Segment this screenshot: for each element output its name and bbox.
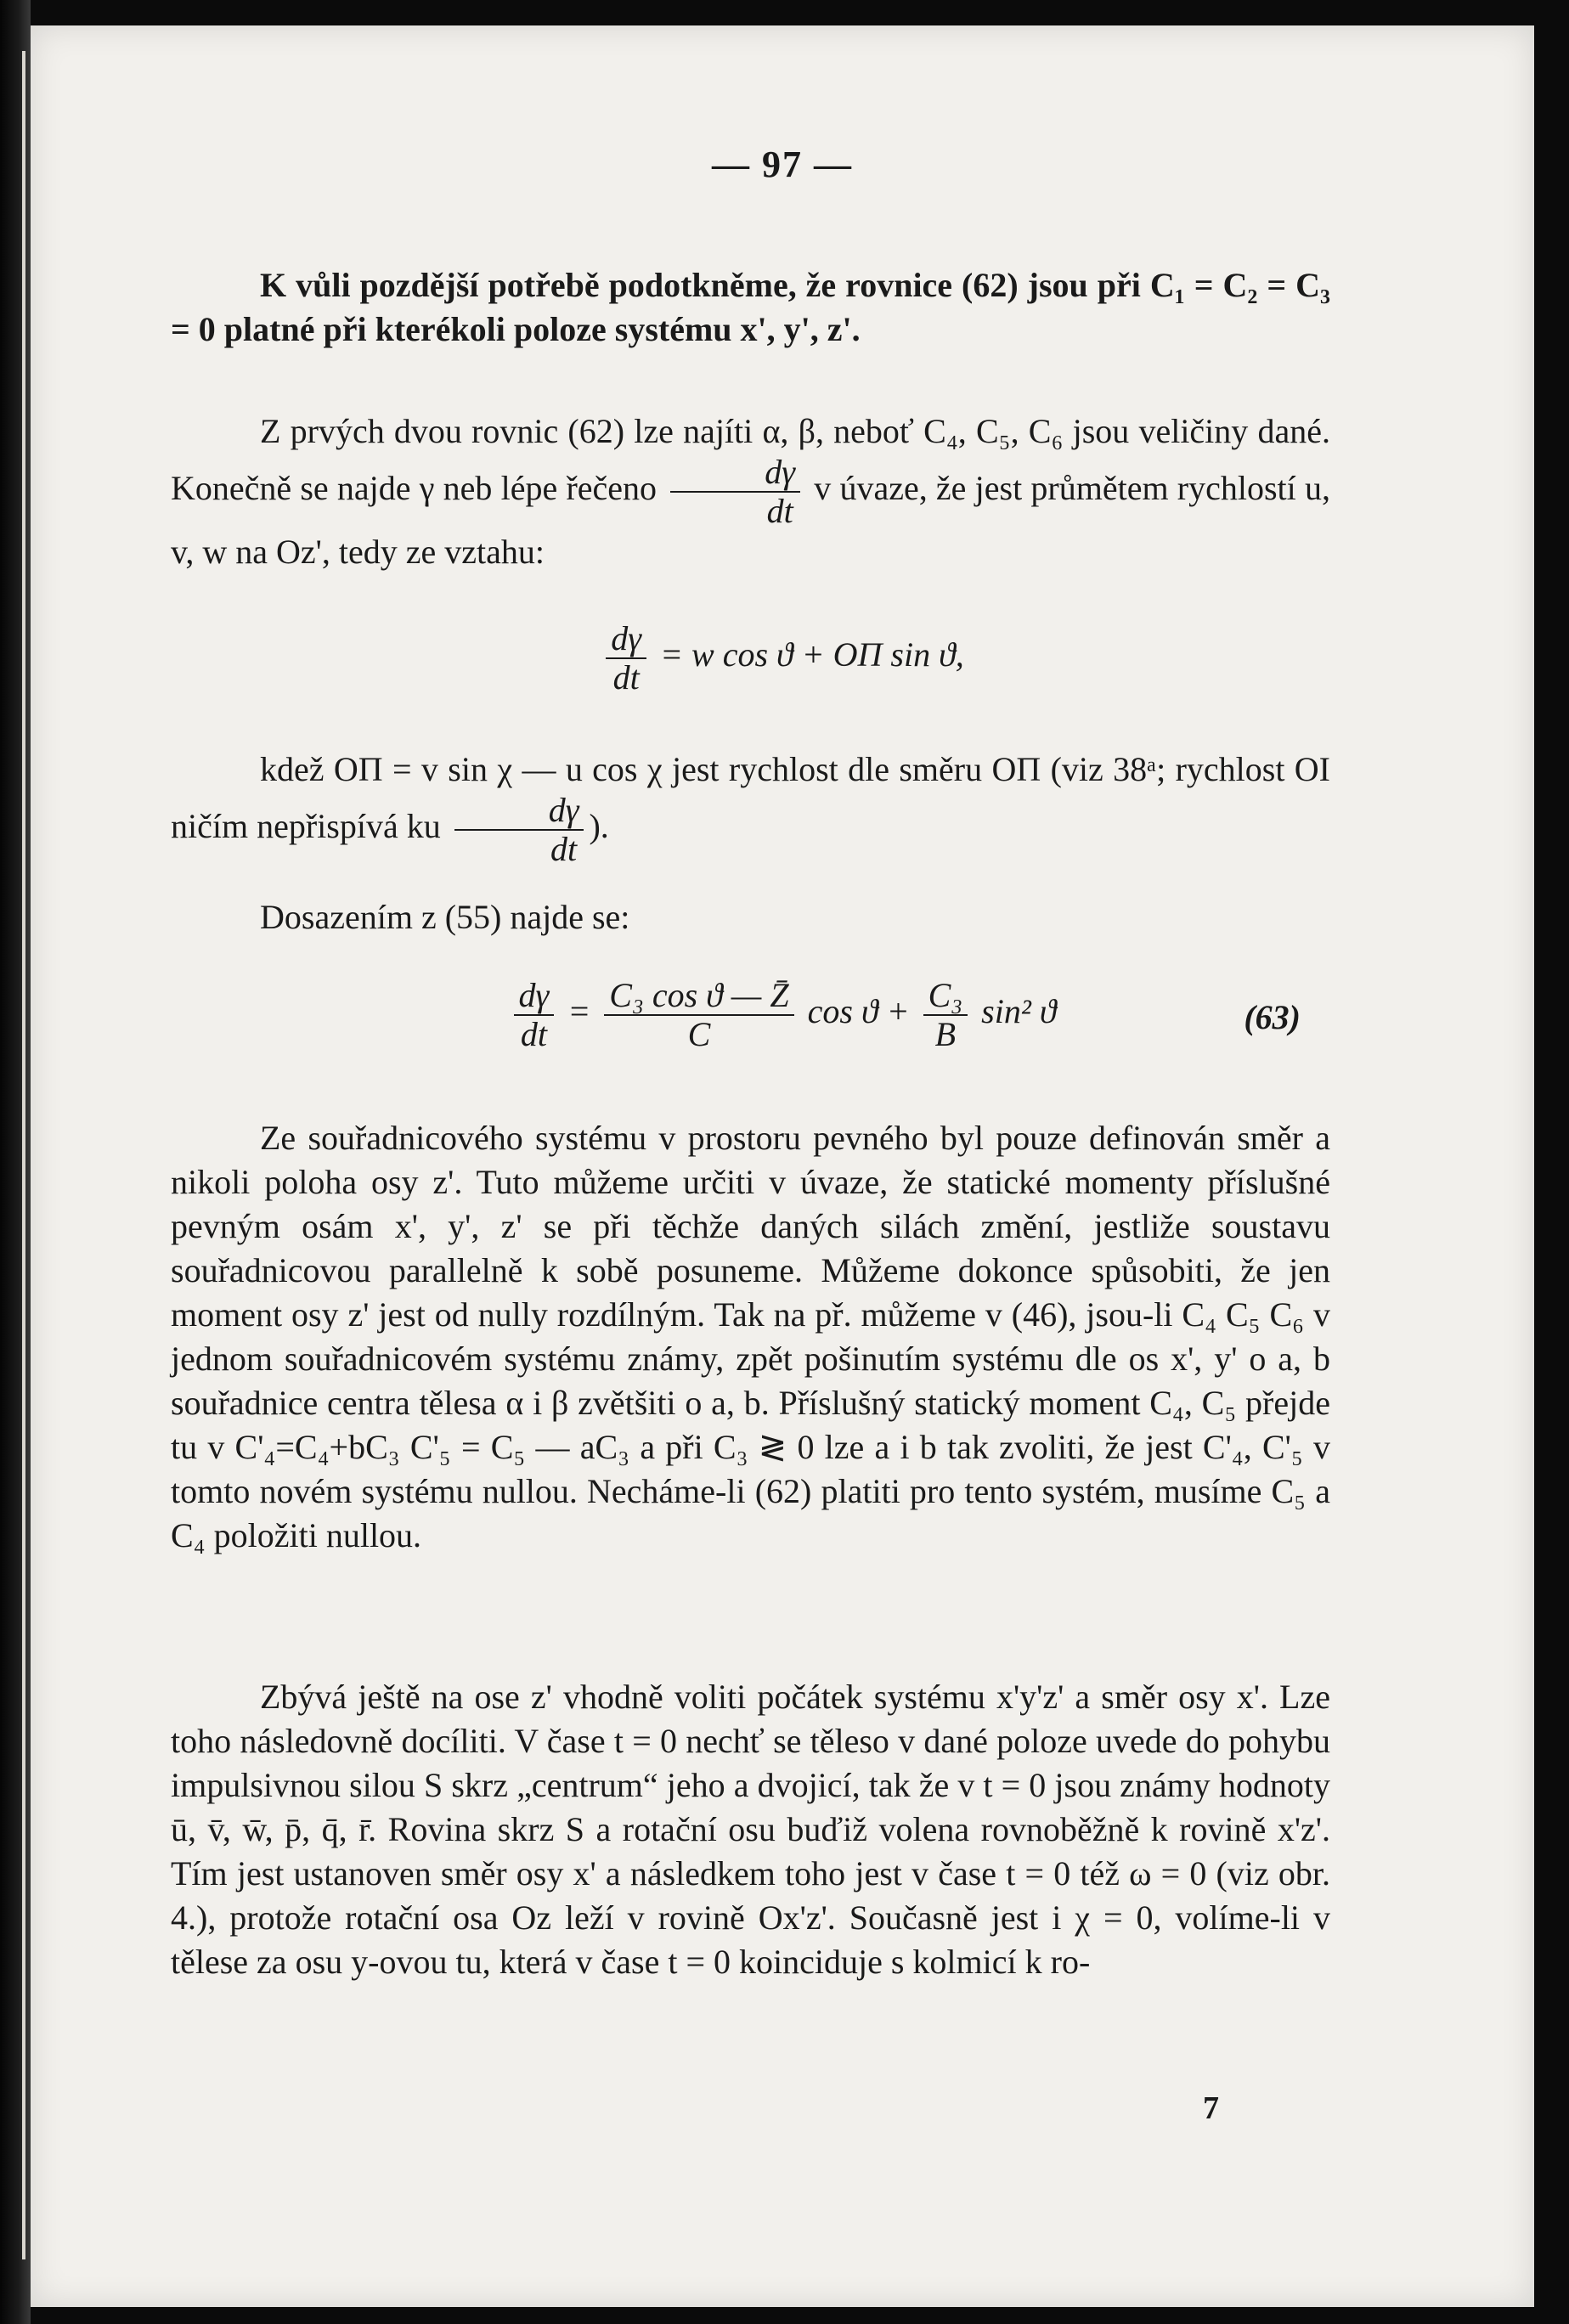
book-spine-edge [0,0,31,2324]
equation-63-mid-numerator: C₃ cos ϑ — Z̄ [604,977,793,1016]
fraction-dgamma-dt [670,454,800,530]
page-number: — 97 — [712,144,853,185]
equation-63-mid-denominator: C [687,1015,711,1053]
page-edge-line [22,51,25,2259]
equation-1-rhs: = w cos ϑ + OΠ sin ϑ, [660,635,964,674]
equation-63 [31,977,1534,1053]
paragraph-3 [171,747,1330,868]
fraction-denominator: dt [766,492,793,530]
paragraph-4: Dosazením z (55) najde se: [260,898,630,936]
equation-63-lhs [514,977,555,1053]
paragraph-5: Ze souřadnicového systému v prostoru pevného byl pouze definován směr a nikoli poloha osy z'. Tuto můžeme určiti v úvaze, že statické momenty příslušné pevným osám x', y', z' se při těchže daných silách změní, jestliže soustavu souřadnicovou parallelně k sobě posuneme. Můžeme dokonce spůsobiti, že jen moment osy z' jest od nully rozdílným. Tak na př. můžeme v (46), jsou-li C₄ C₅ C₆ v jednom souřadnicovém systému známy, zpět pošinutím systému dle os x', y' o a, b souřadnice centra tělesa α i β zvětšiti o a, b. Příslušný statický moment C₄, C₅ přejde tu v C'₄=C₄+bC₃ C'₅ = C₅ — aC₃ a při C₃ ≷ 0 lze a i b tak zvoliti, že jest C'₄, C'₅ v tomto novém systému nullou. Necháme-li (62) platiti pro tento systém, musíme C₅ a C₄ položiti nullou. [171,1119,1330,1554]
fraction-denominator: dt [550,830,578,868]
equation-1-denominator: dt [612,658,640,697]
equation-63-sin-term: sin² ϑ [981,992,1057,1031]
fraction-numerator: dγ [454,792,584,831]
sheet-signature-mark: 7 [1203,2090,1219,2126]
paragraph-6: Zbývá ještě na ose z' vhodně voliti počátek systému x'y'z' a směr osy x'. Lze toho následovně docíliti. V čase t = 0 nechť se těleso v dané poloze uvede do pohybu impulsivnou silou S skrz „centrum“ jeho a dvojicí, tak že v t = 0 jsou známy hodnoty ū, v̄, w̄, p̄, q̄, r̄. Rovina skrz S a rotační osu buďiž volena rovnoběžně k rovině x'z'. Tím jest ustanoven směr osy x' a následkem toho jest v čase t = 0 též ω = 0 (viz obr. 4.), protože rotační osa Oz leží v rovině Ox'z'. Současně jest i χ = 0, volíme-li v tělese za osu y-ovou tu, která v čase t = 0 koinciduje s kolmicí k ro- [171,1678,1330,1981]
equation-63-middle [604,977,793,1053]
equation-1-numerator: dγ [606,620,646,659]
fraction-numerator: dγ [670,454,800,493]
paragraph-1: K vůli pozdější potřebě podotkněme, že rovnice (62) jsou při C₁ = C₂ = C₃ = 0 platné při kterékoli poloze systému x', y', z'. [171,266,1330,348]
equation-number: (63) [1244,998,1301,1036]
paragraph-3-text: kdež OΠ = v sin χ — u cos χ jest rychlost dle směru OΠ (viz 38ᵃ; rychlost OI ničím nepřispívá ku [171,750,1330,846]
equation-63-lhs-denominator: dt [520,1015,547,1053]
fraction-dgamma-dt-2 [454,792,584,868]
equation-63-lhs-numerator: dγ [514,977,555,1016]
equation-63-cos-term: cos ϑ + [807,992,910,1031]
equation-63-right [923,977,968,1053]
paragraph-2-continuation: v úvaze, že jest průmětem rychlostí u, v, w na Oz', tedy ze vztahu: [171,469,1330,571]
paragraph-2-text: Z prvých dvou rovnic (62) lze najíti α, β, neboť C₄, C₅, C₆ jsou veličiny dané. Konečně se najde γ neb lépe řečeno [171,412,1330,508]
paragraph-3-end: ). [589,807,609,846]
equation-1 [31,620,1534,697]
equation-63-right-denominator: B [934,1015,957,1053]
book-page [31,25,1534,2307]
equation-63-right-numerator: C₃ [923,977,968,1016]
paragraph-2 [171,409,1330,574]
equals-sign: = [567,992,591,1031]
equation-1-lhs [606,620,646,697]
